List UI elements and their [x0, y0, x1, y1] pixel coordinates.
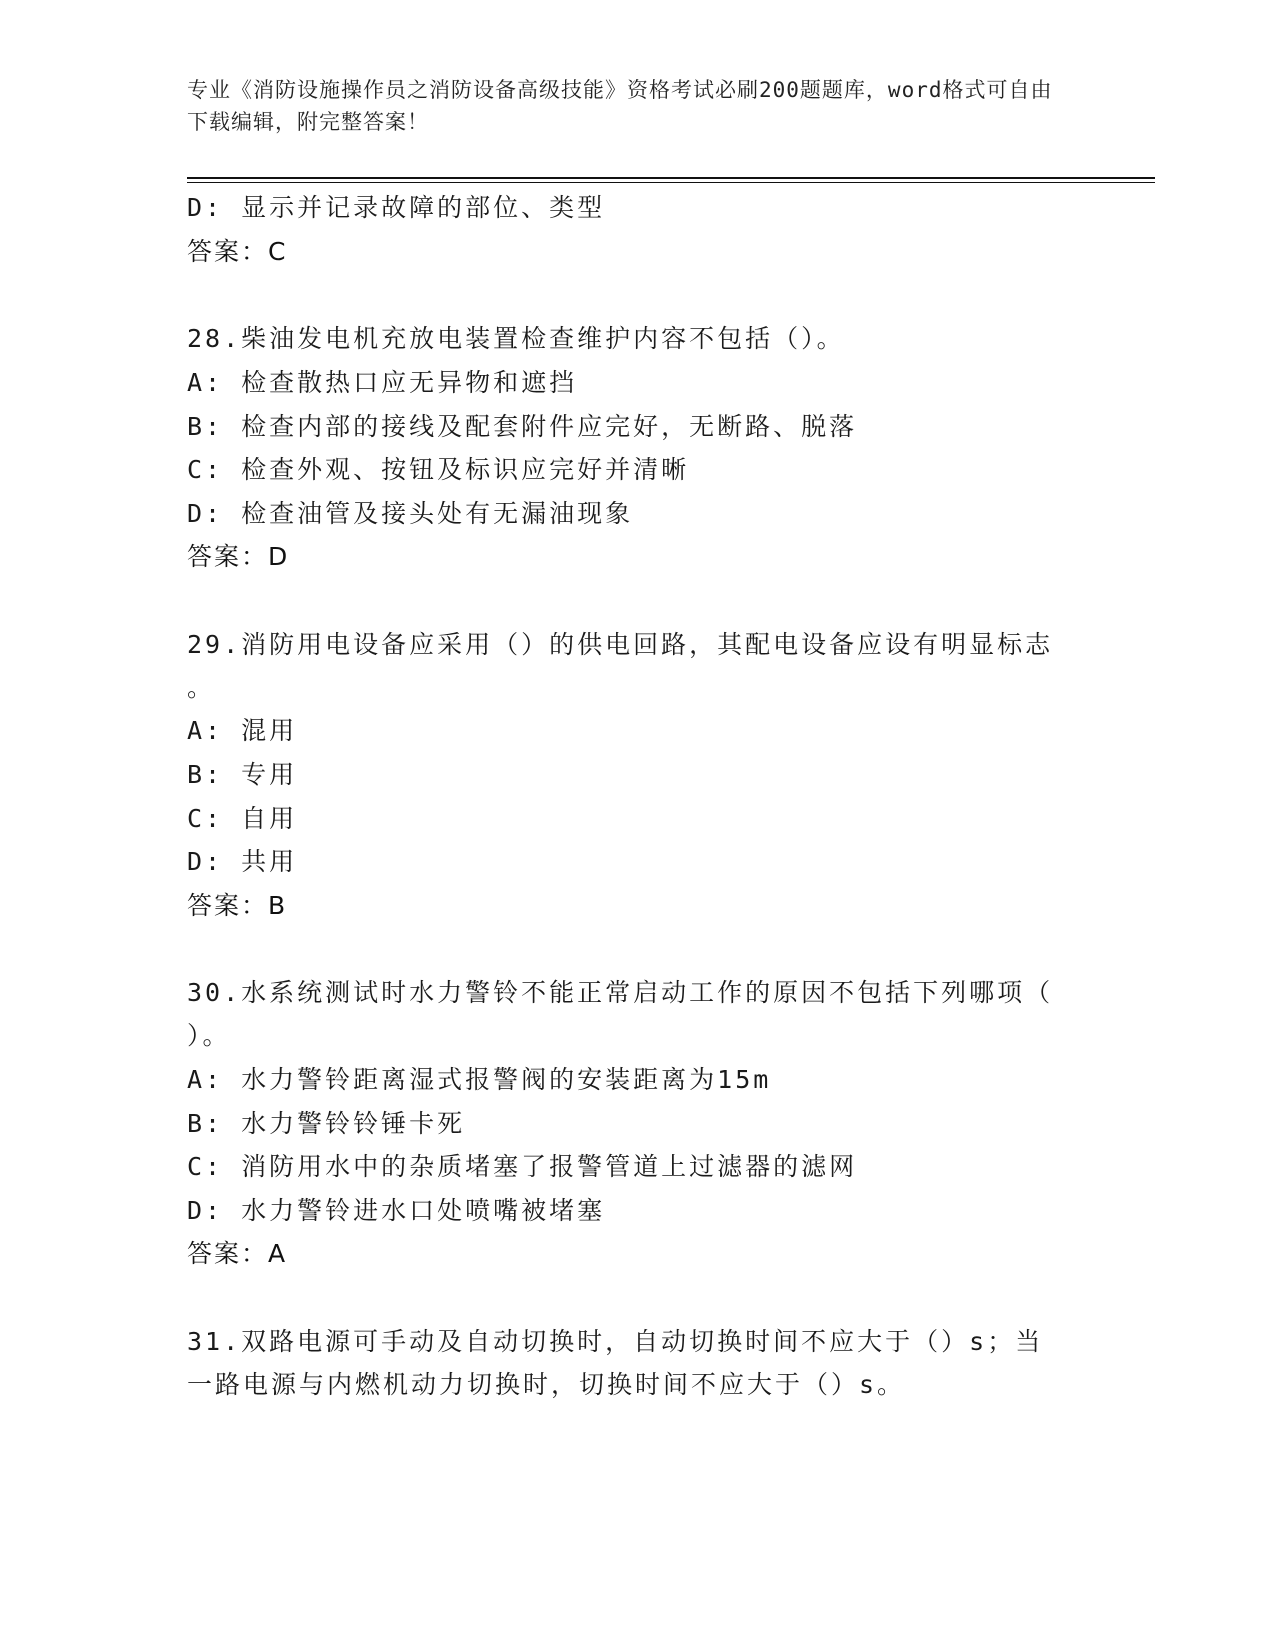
answer-value: D — [268, 542, 289, 571]
document-header: 专业《消防设施操作员之消防设备高级技能》资格考试必刷200题题库，word格式可自由下载编辑，附完整答案！ — [187, 78, 1053, 134]
q30-stem-line1: 30.水系统测试时水力警铃不能正常启动工作的原因不包括下列哪项（ — [187, 978, 1054, 1007]
q30-stem-line2: ）。 — [187, 1021, 231, 1050]
answer-value: B — [268, 891, 287, 920]
q29-stem-line2: 。 — [187, 673, 216, 702]
q31-stem-line2: 一路电源与内燃机动力切换时，切换时间不应大于（）s。 — [187, 1370, 906, 1399]
answer-label: 答案： — [187, 542, 269, 571]
q29-option-a: A: 混用 — [187, 716, 298, 745]
q30-option-b: B: 水力警铃铃锤卡死 — [187, 1109, 466, 1138]
q28-option-d: D: 检查油管及接头处有无漏油现象 — [187, 499, 634, 528]
answer-value: C — [268, 237, 287, 266]
q30-option-a: A: 水力警铃距离湿式报警阀的安装距离为15m — [187, 1065, 772, 1094]
q29-option-c: C: 自用 — [187, 804, 298, 833]
q28-option-a: A: 检查散热口应无异物和遮挡 — [187, 368, 578, 397]
answer-value: A — [268, 1239, 287, 1268]
answer-label: 答案： — [187, 237, 269, 266]
q30-option-d: D: 水力警铃进水口处喷嘴被堵塞 — [187, 1196, 606, 1225]
q29-option-d: D: 共用 — [187, 847, 298, 876]
q29-answer — [187, 889, 286, 923]
q29-option-b: B: 专用 — [187, 760, 298, 789]
q30-answer — [187, 1237, 286, 1271]
q29-stem-line1: 29.消防用电设备应采用（）的供电回路，其配电设备应设有明显标志 — [187, 630, 1054, 659]
answer-label: 答案： — [187, 1239, 269, 1268]
q28-stem: 28.柴油发电机充放电装置检查维护内容不包括（）。 — [187, 324, 845, 353]
q27-answer — [187, 235, 286, 269]
q28-answer — [187, 540, 288, 574]
header-divider-thin — [187, 182, 1155, 183]
answer-label: 答案： — [187, 891, 269, 920]
header-divider-thick — [187, 177, 1155, 179]
q28-option-c: C: 检查外观、按钮及标识应完好并清晰 — [187, 455, 690, 484]
q31-stem-line1: 31.双路电源可手动及自动切换时，自动切换时间不应大于（）s；当 — [187, 1327, 1044, 1356]
q27-option-d: D: 显示并记录故障的部位、类型 — [187, 193, 606, 222]
q28-option-b: B: 检查内部的接线及配套附件应完好，无断路、脱落 — [187, 412, 858, 441]
q30-option-c: C: 消防用水中的杂质堵塞了报警管道上过滤器的滤网 — [187, 1152, 858, 1181]
